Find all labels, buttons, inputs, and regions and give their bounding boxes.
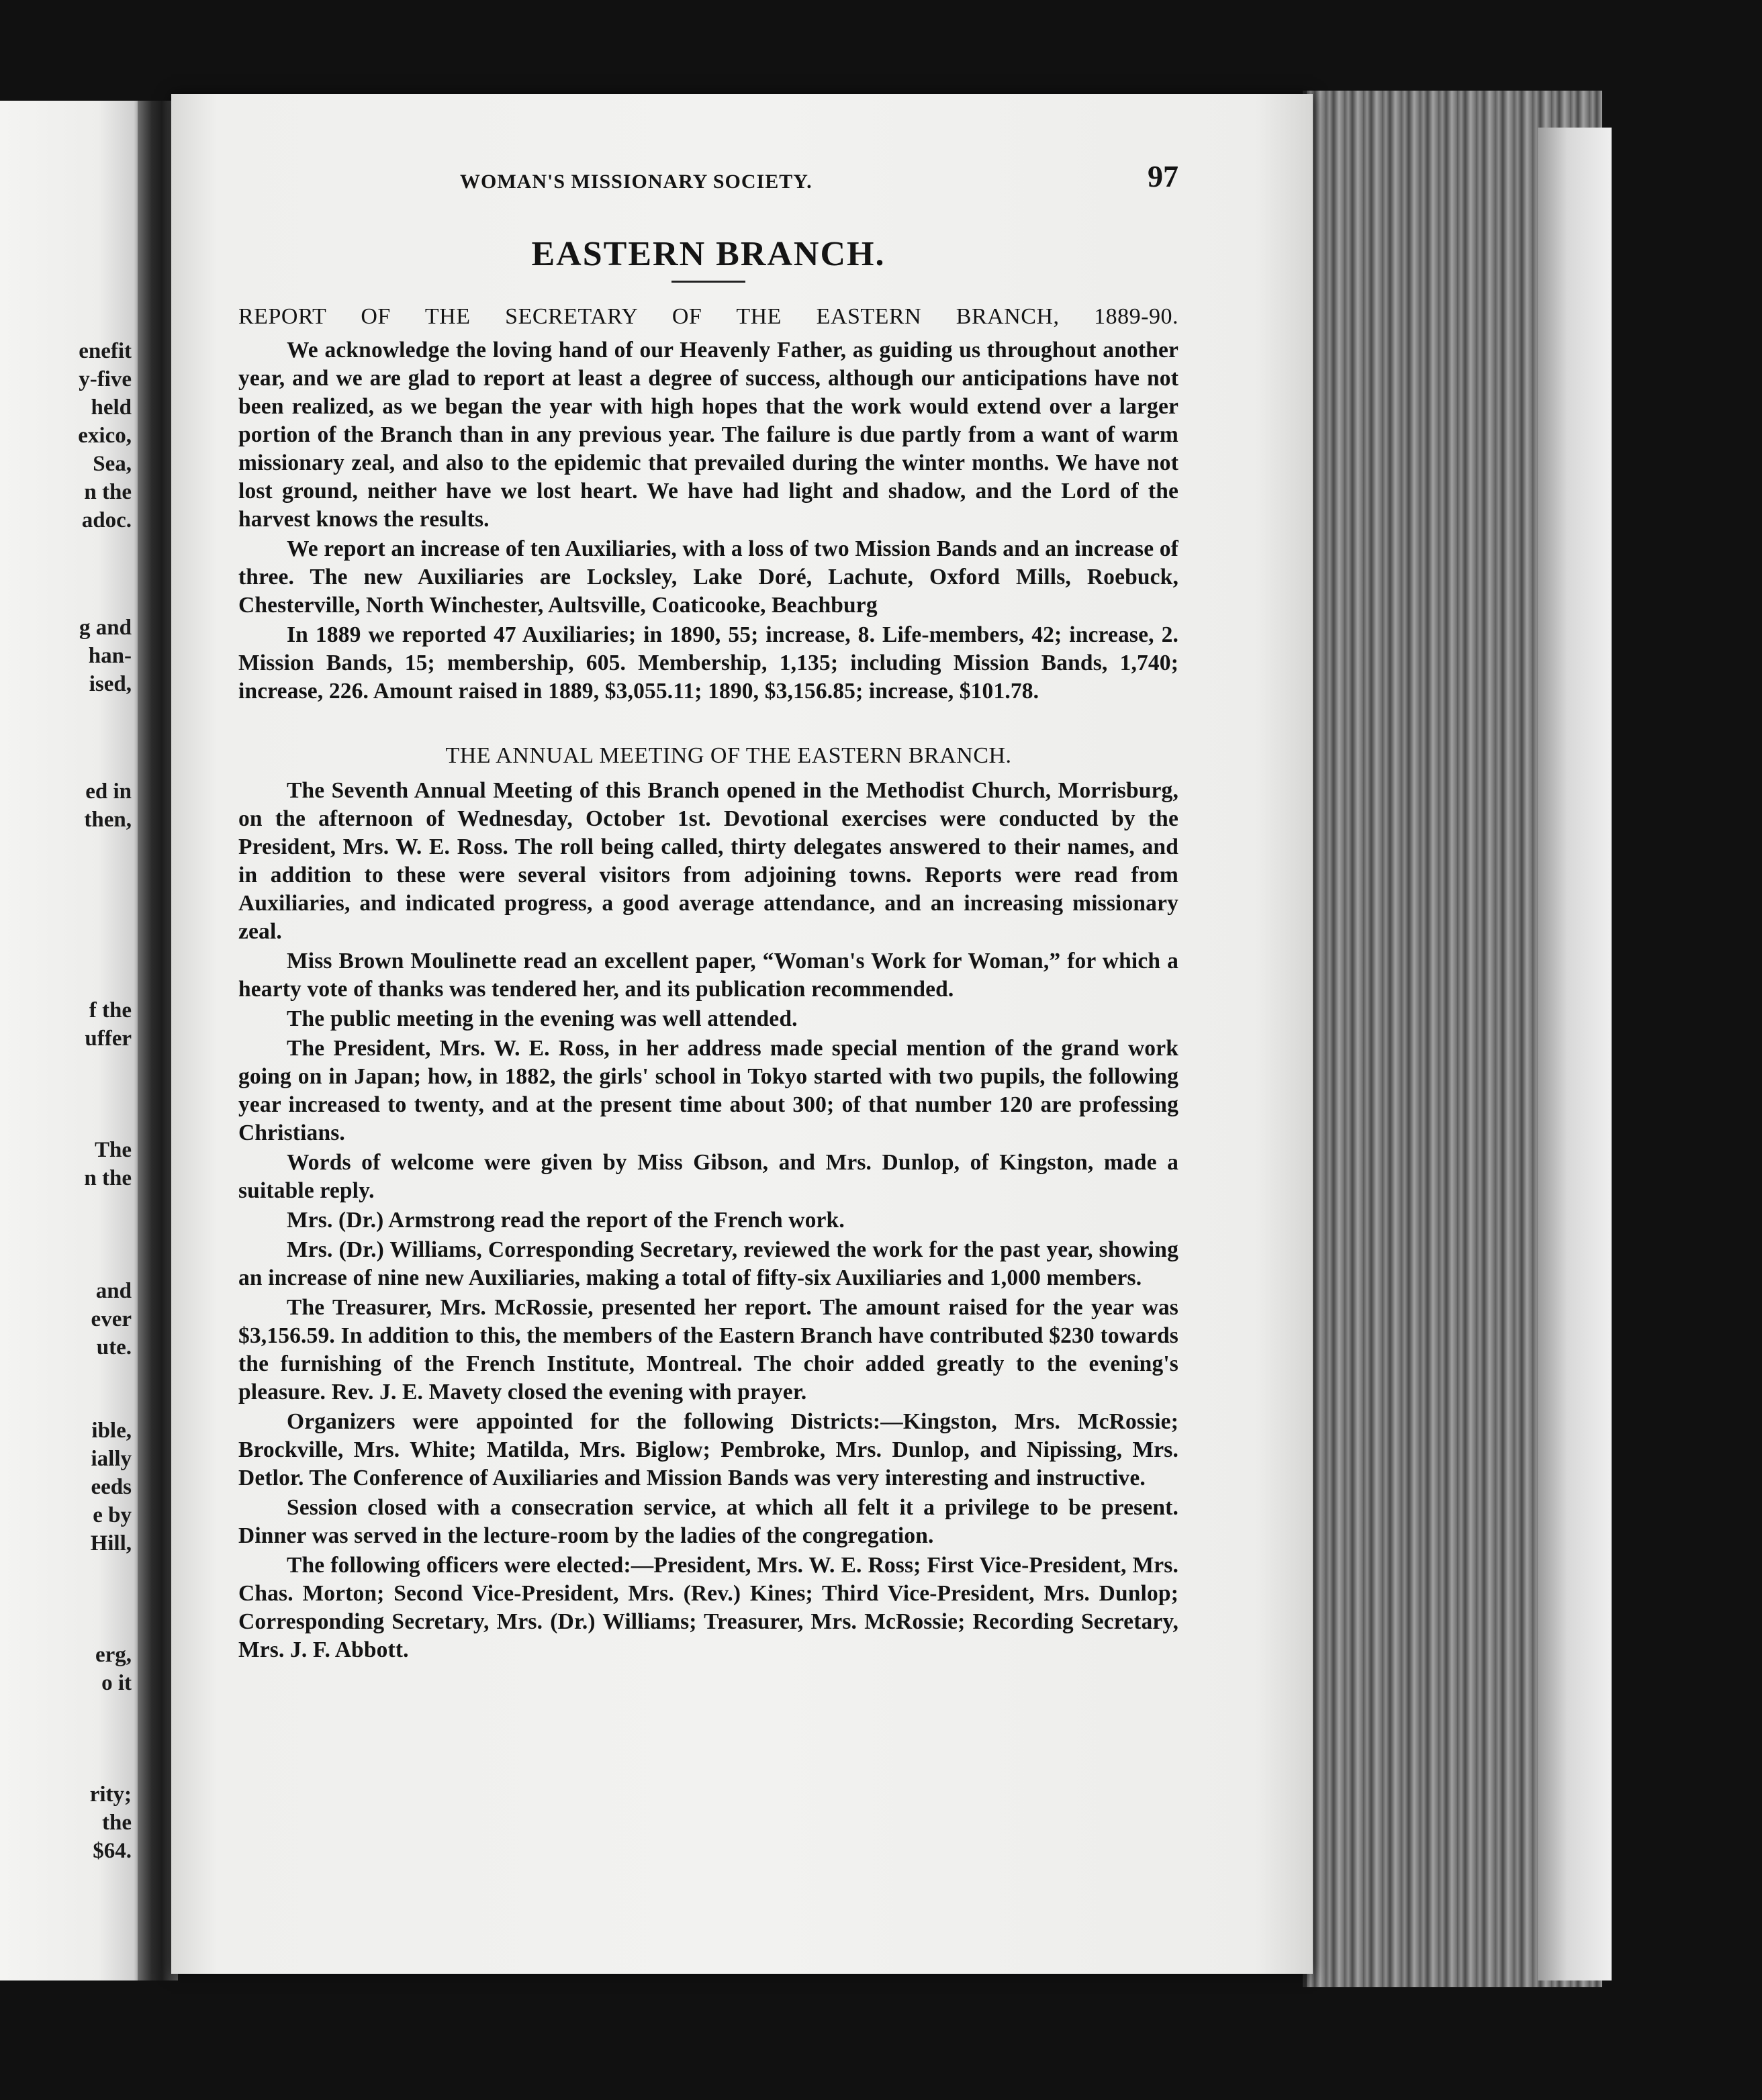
running-head [238,159,1178,208]
left-page-fragment: han- [88,644,132,668]
left-page-fragment: g and [79,616,132,640]
meeting-paragraph: The Seventh Annual Meeting of this Branch opened in the Methodist Church, Morrisburg, on the afternoon of Wednesday, October 1st. Devotional exercises were conducted by the President, Mrs. W. E. Ross. The roll being called, thirty delegates answered to their names, and in addition to these were several visitors from adjoining towns. Reports were read from Auxiliaries, and indicated progress, a good average attendance, and an increasing missionary zeal. [238,778,1178,944]
title-rule [671,281,745,283]
left-page-fragment: Sea, [93,452,132,476]
meeting-paragraph: Words of welcome were given by Miss Gibson, and Mrs. Dunlop, of Kingston, made a suitable reply. [238,1150,1178,1203]
left-page-fragment: uffer [85,1027,132,1051]
meeting-heading: THE ANNUAL MEETING OF THE EASTERN BRANCH. [445,743,1012,768]
left-page-fragment: then, [84,808,132,832]
meeting-paragraph: Session closed with a consecration service, at which all felt it a privilege to be present. Dinner was served in the lecture-room by the ladies of the congregation. [238,1495,1178,1548]
meeting-paragraph: The following officers were elected:—President, Mrs. W. E. Ross; First Vice-President, Mrs. Chas. Morton; Second Vice-President, Mrs. (Rev.) Kines; Third Vice-President, Mrs. Dunlop; Corresponding Secretary, Mrs. (Dr.) Williams; Treasurer, Mrs. McRossie; Recording Secretary, Mrs. J. F. Abbott. [238,1553,1178,1662]
left-page-fragment: the [102,1811,132,1835]
left-page-fragment: ute. [96,1335,132,1359]
left-facing-page [0,101,141,1980]
left-page-fragment: ed in [85,779,132,804]
meeting-paragraph: Mrs. (Dr.) Williams, Corresponding Secretary, reviewed the work for the past year, showing an increase of nine new Auxiliaries, making a total of fifty-six Auxiliaries and 1,000 members. [238,1237,1178,1290]
left-page-fragment: $64. [93,1839,132,1863]
left-page-fragment: Hill, [90,1531,132,1556]
left-page-fragment: o it [101,1671,132,1695]
meeting-paragraph: Mrs. (Dr.) Armstrong read the report of the French work. [287,1208,845,1233]
left-page-fragment: rity; [89,1782,132,1807]
left-page-fragment: y-five [79,367,132,391]
left-page-fragment: erg, [95,1643,132,1667]
meeting-paragraph: Organizers were appointed for the following Districts:—Kingston, Mrs. McRossie; Brockville, Mrs. White; Matilda, Mrs. Biglow; Pembroke, Mrs. Dunlop, and Nipissing, Mrs. Detlor. The Conference of Auxiliaries and Mission Bands was very interesting and instructive. [238,1409,1178,1490]
meeting-paragraph: The President, Mrs. W. E. Ross, in her address made special mention of the grand work going on in Japan; how, in 1882, the girls' school in Tokyo started with two pupils, the following year increased to twenty, and at the present time about 300; of that number 120 are professing Christians. [238,1036,1178,1145]
book-cover-edge [1538,128,1612,1980]
left-page-fragment: n the [84,480,132,504]
running-title: WOMAN'S MISSIONARY SOCIETY. [460,171,813,193]
meeting-paragraph: The Treasurer, Mrs. McRossie, presented her report. The amount raised for the year was $3,156.59. In addition to this, the members of the Eastern Branch have contributed $230 towards the furnishing of the French Institute, Montreal. The choir added greatly to the evening's pleasure. Rev. J. E. Mavety closed the evening with prayer. [238,1295,1178,1404]
report-heading: REPORT OF THE SECRETARY OF THE EASTERN BRANCH, 1889-90. [238,304,1178,329]
branch-title: EASTERN BRANCH. [531,235,886,273]
left-page-fragment: exico, [78,424,132,448]
report-paragraph: In 1889 we reported 47 Auxiliaries; in 1890, 55; increase, 8. Life-members, 42; increase, 2. Mission Bands, 15; membership, 605. Membership, 1,135; including Mission Bands, 1,740; increase, 226. Amount raised in 1889, $3,055.11; 1890, $3,156.85; increase, $101.78. [238,622,1178,704]
left-page-fragment: ever [91,1307,132,1331]
left-page-fragment: n the [84,1166,132,1190]
report-paragraph: We report an increase of ten Auxiliaries, with a loss of two Mission Bands and an increase of three. The new Auxiliaries are Locksley, Lake Doré, Lachute, Oxford Mills, Roebuck, Chesterville, North Winchester, Aultsville, Coaticooke, Beachburg [238,536,1178,618]
left-page-fragment: The [94,1138,132,1162]
left-page-fragment: f the [89,998,132,1022]
left-page-fragment: adoc. [81,508,132,532]
left-page-fragment: e by [93,1503,132,1527]
left-page-fragment: ised, [89,672,132,696]
left-page-fragment: enefit [79,339,132,363]
left-page-fragment: ible, [91,1419,132,1443]
left-page-fragment: and [95,1279,132,1303]
report-paragraph: We acknowledge the loving hand of our Heavenly Father, as guiding us throughout another year, and we are glad to report at least a degree of success, although our anticipations have not been realized, as we began the year with high hopes that the work would extend over a larger portion of the Branch than in any previous year. The failure is due partly from a want of warm missionary zeal, and also to the epidemic that prevailed during the winter months. We have not lost ground, neither have we lost heart. We have had light and shadow, and the Lord of the harvest knows the results. [238,338,1178,532]
page-number: 97 [1148,159,1178,193]
left-page-fragment: held [91,395,132,420]
meeting-paragraph: Miss Brown Moulinette read an excellent paper, “Woman's Work for Woman,” for which a hearty vote of thanks was tendered her, and its publication recommended. [238,949,1178,1002]
left-page-fragment: ially [91,1447,132,1471]
page-text [238,159,1178,1666]
left-page-fragment: eeds [91,1475,132,1499]
meeting-paragraph: The public meeting in the evening was well attended. [287,1006,798,1031]
